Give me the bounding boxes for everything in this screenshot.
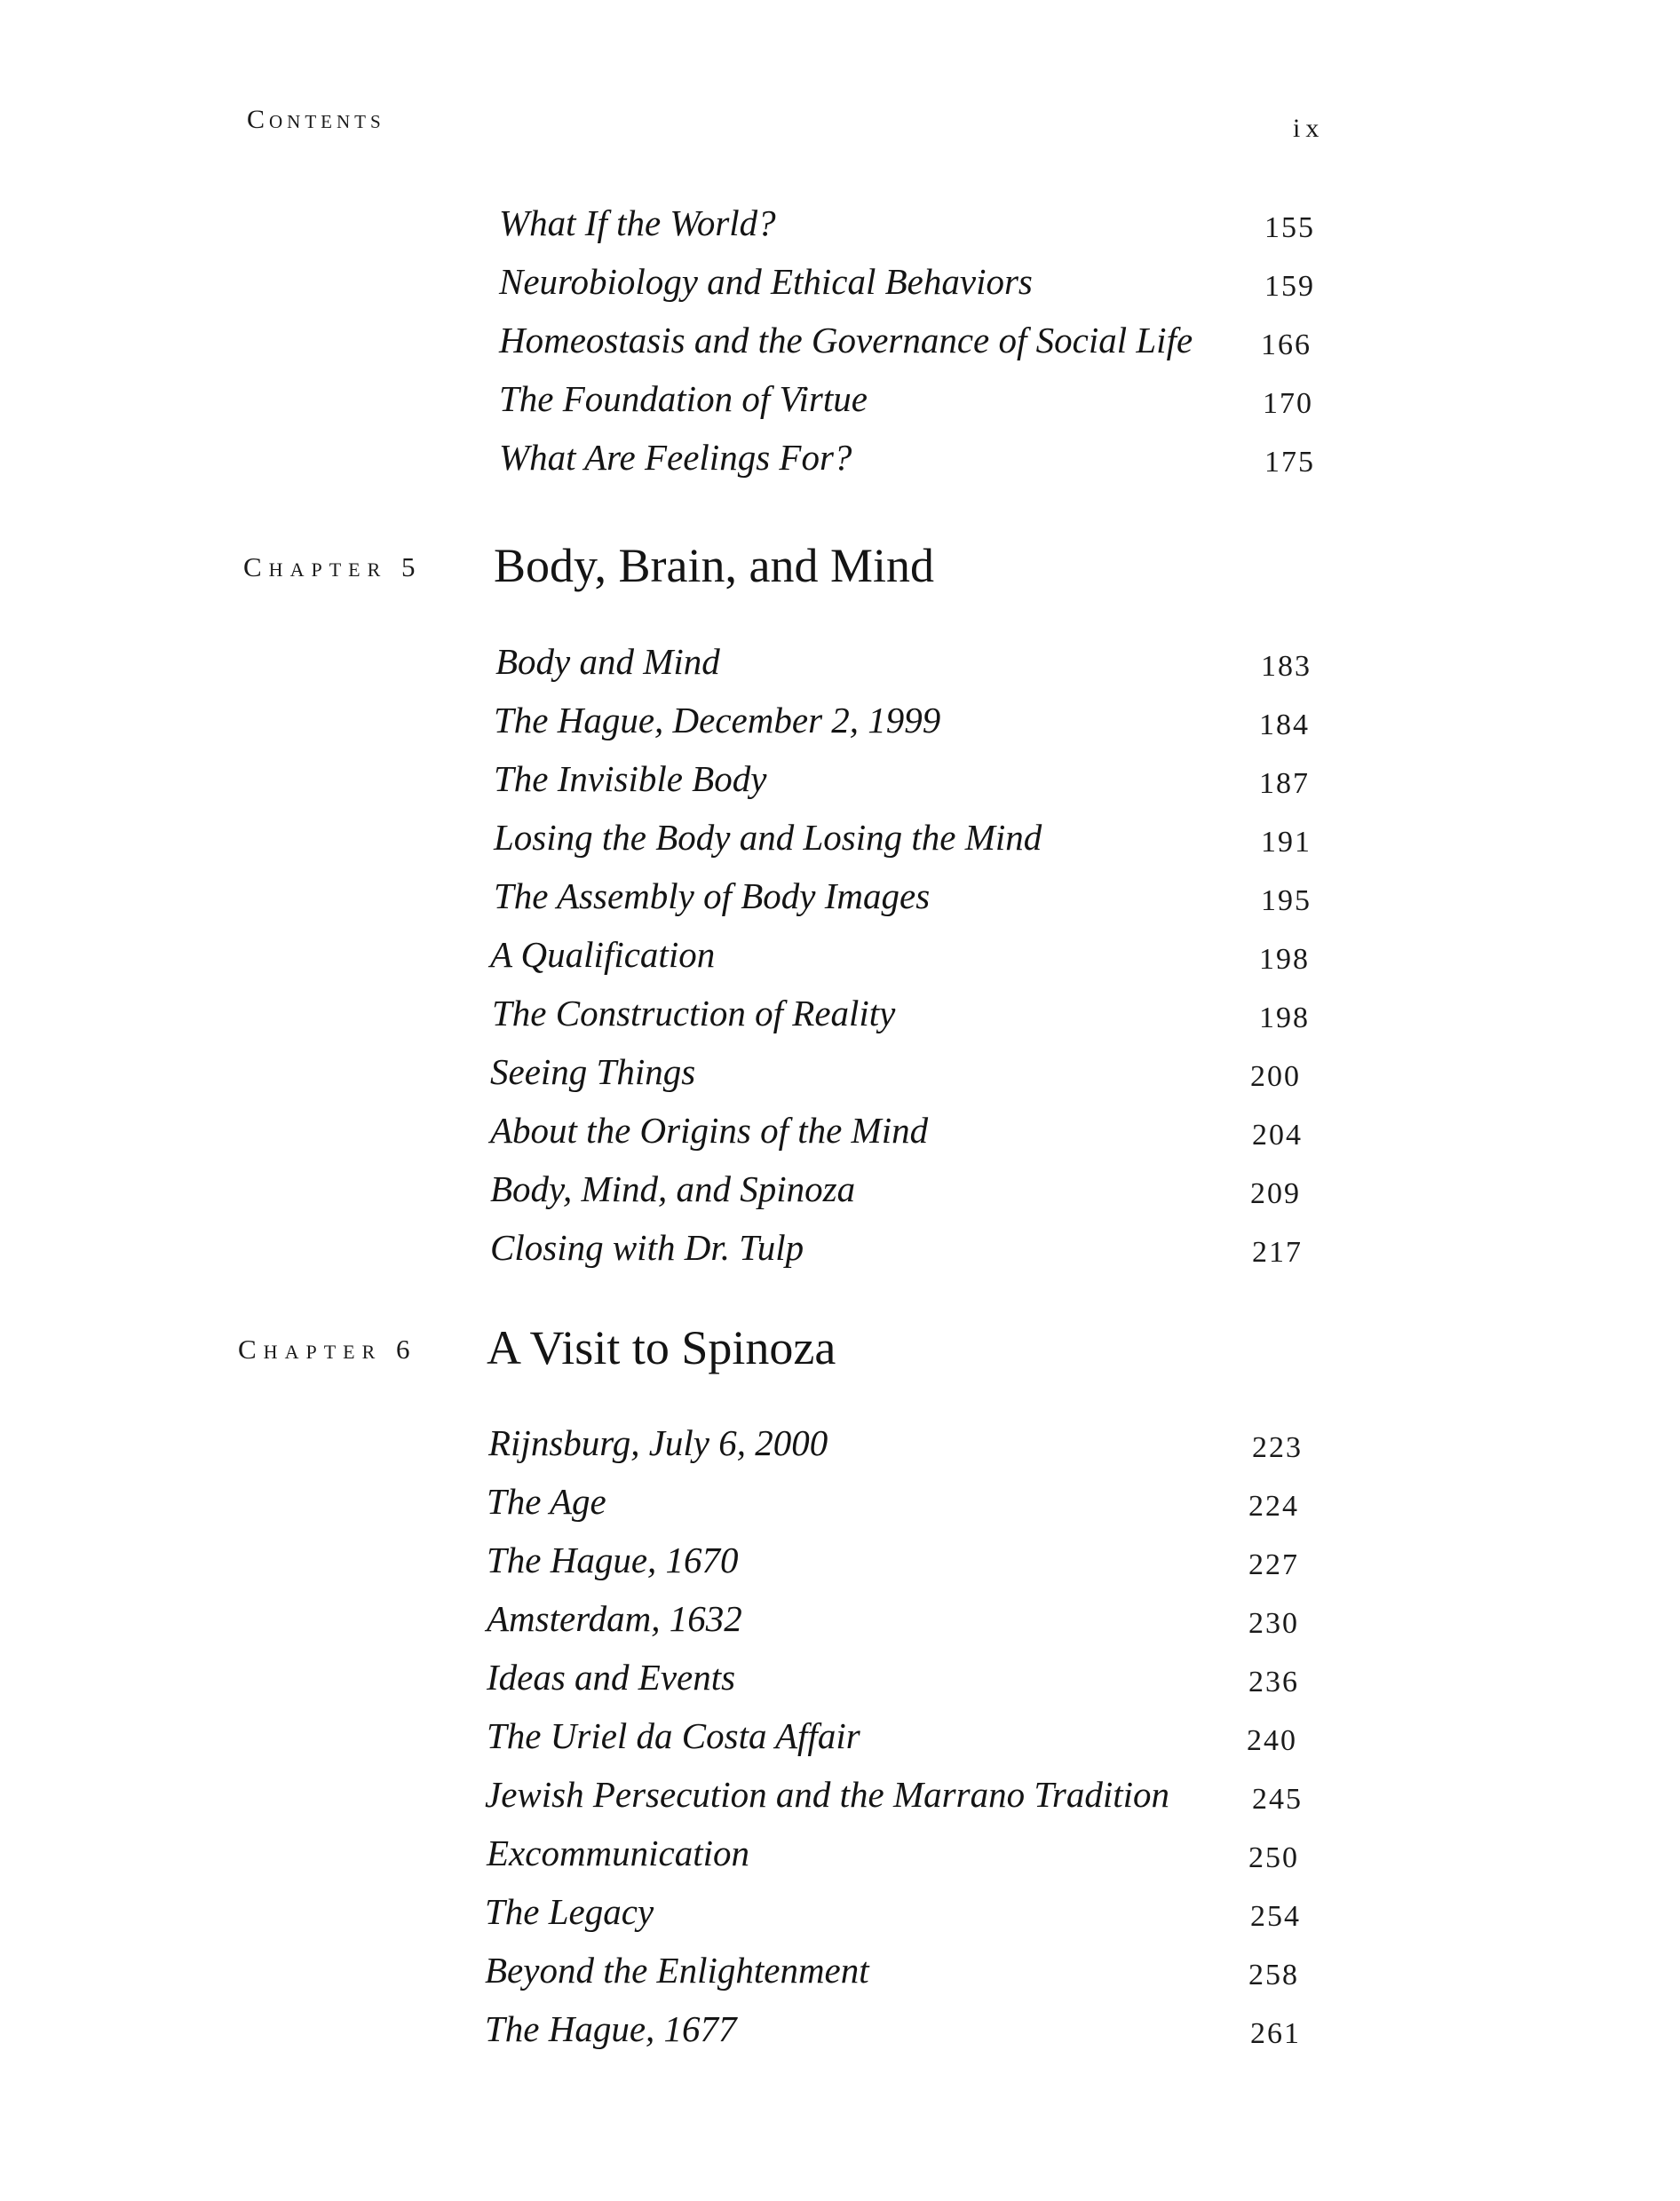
toc-entry[interactable] — [0, 925, 1680, 984]
entry-title: Ideas and Events — [487, 1657, 736, 1698]
entry-title: The Age — [487, 1481, 606, 1522]
entry-page-number: 204 — [1252, 1119, 1303, 1152]
entry-title: The Hague, December 2, 1999 — [494, 700, 941, 740]
entry-title: About the Origins of the Mind — [490, 1110, 929, 1151]
toc-entry[interactable] — [0, 984, 1680, 1042]
entry-page-number: 261 — [1250, 2017, 1301, 2050]
entry-page-number: 209 — [1250, 1177, 1301, 1210]
toc-entry[interactable] — [0, 311, 1680, 369]
entry-page-number: 245 — [1252, 1783, 1303, 1816]
toc-entry[interactable] — [0, 1101, 1680, 1160]
entry-page-number: 175 — [1264, 446, 1315, 479]
toc-entry[interactable] — [0, 1706, 1680, 1765]
entry-page-number: 200 — [1250, 1060, 1301, 1093]
entry-page-number: 254 — [1250, 1900, 1301, 1933]
entry-title: The Hague, 1670 — [487, 1540, 739, 1580]
entry-page-number: 230 — [1248, 1607, 1299, 1640]
entry-page-number: 240 — [1247, 1724, 1297, 1757]
entry-title: The Invisible Body — [494, 758, 767, 799]
entry-title: A Qualification — [490, 934, 716, 975]
entry-title: The Legacy — [485, 1891, 654, 1932]
toc-entry[interactable] — [0, 1941, 1680, 1999]
entry-title: Jewish Persecution and the Marrano Tradition — [485, 1774, 1169, 1815]
toc-entry[interactable] — [0, 252, 1680, 311]
entry-page-number: 183 — [1261, 650, 1312, 683]
chapter-label: Chapter 6 — [238, 1334, 417, 1365]
toc-entry[interactable] — [0, 428, 1680, 487]
entry-title: Body, Mind, and Spinoza — [490, 1168, 856, 1209]
toc-entry[interactable] — [0, 1413, 1680, 1472]
toc-entry[interactable] — [0, 1160, 1680, 1218]
entry-title: Losing the Body and Losing the Mind — [494, 817, 1042, 858]
entry-page-number: 184 — [1259, 709, 1310, 741]
toc-entry[interactable] — [0, 808, 1680, 867]
toc-entry[interactable] — [0, 1531, 1680, 1589]
entry-page-number: 187 — [1259, 767, 1310, 800]
entry-title: Closing with Dr. Tulp — [490, 1227, 804, 1268]
entry-title: Seeing Things — [490, 1051, 696, 1092]
entry-page-number: 159 — [1264, 270, 1315, 303]
entry-title: Body and Mind — [495, 641, 720, 682]
chapter-title[interactable]: Body, Brain, and Mind — [494, 539, 934, 592]
page-number: ix — [1293, 114, 1325, 143]
toc-entry[interactable] — [0, 369, 1680, 428]
entry-page-number: 250 — [1248, 1841, 1299, 1874]
entry-title: The Construction of Reality — [492, 993, 896, 1033]
toc-entry[interactable] — [0, 1765, 1680, 1824]
entry-title: Amsterdam, 1632 — [487, 1598, 742, 1639]
entry-title: What If the World? — [499, 202, 776, 243]
toc-entry[interactable] — [0, 194, 1680, 252]
toc-entry[interactable] — [0, 1882, 1680, 1941]
entry-title: The Foundation of Virtue — [499, 378, 868, 419]
entry-title: Homeostasis and the Governance of Social Life — [499, 320, 1193, 360]
entry-page-number: 195 — [1261, 884, 1312, 917]
toc-entry[interactable] — [0, 867, 1680, 925]
entry-page-number: 258 — [1248, 1959, 1299, 1991]
entry-title: What Are Feelings For? — [499, 437, 852, 478]
toc-entry[interactable] — [0, 1999, 1680, 2058]
entry-page-number: 166 — [1261, 329, 1312, 361]
chapter-title[interactable]: A Visit to Spinoza — [487, 1321, 836, 1374]
entry-page-number: 223 — [1252, 1431, 1303, 1464]
toc-entry[interactable] — [0, 749, 1680, 808]
entry-page-number: 191 — [1261, 826, 1312, 859]
entry-page-number: 170 — [1263, 387, 1313, 420]
entry-page-number: 155 — [1264, 211, 1315, 244]
toc-entry[interactable] — [0, 1218, 1680, 1277]
entry-title: The Uriel da Costa Affair — [487, 1715, 860, 1756]
running-head: Contents — [247, 105, 385, 134]
toc-entry[interactable] — [0, 1824, 1680, 1882]
entry-title: Rijnsburg, July 6, 2000 — [488, 1422, 828, 1463]
entry-page-number: 198 — [1259, 943, 1310, 976]
entry-title: The Assembly of Body Images — [494, 875, 931, 916]
entry-page-number: 227 — [1248, 1548, 1299, 1581]
entry-title: The Hague, 1677 — [485, 2008, 737, 2049]
toc-entry[interactable] — [0, 1042, 1680, 1101]
entry-page-number: 224 — [1248, 1490, 1299, 1523]
toc-entry[interactable] — [0, 1648, 1680, 1706]
toc-entry[interactable] — [0, 1472, 1680, 1531]
entry-page-number: 236 — [1248, 1666, 1299, 1698]
entry-title: Excommunication — [487, 1833, 750, 1873]
toc-entry[interactable] — [0, 691, 1680, 749]
entry-title: Beyond the Enlightenment — [485, 1950, 869, 1991]
entry-title: Neurobiology and Ethical Behaviors — [499, 261, 1033, 302]
entry-page-number: 198 — [1259, 1002, 1310, 1034]
toc-entry[interactable] — [0, 1589, 1680, 1648]
toc-entry[interactable] — [0, 632, 1680, 691]
entry-page-number: 217 — [1252, 1236, 1303, 1269]
chapter-label: Chapter 5 — [243, 551, 423, 582]
